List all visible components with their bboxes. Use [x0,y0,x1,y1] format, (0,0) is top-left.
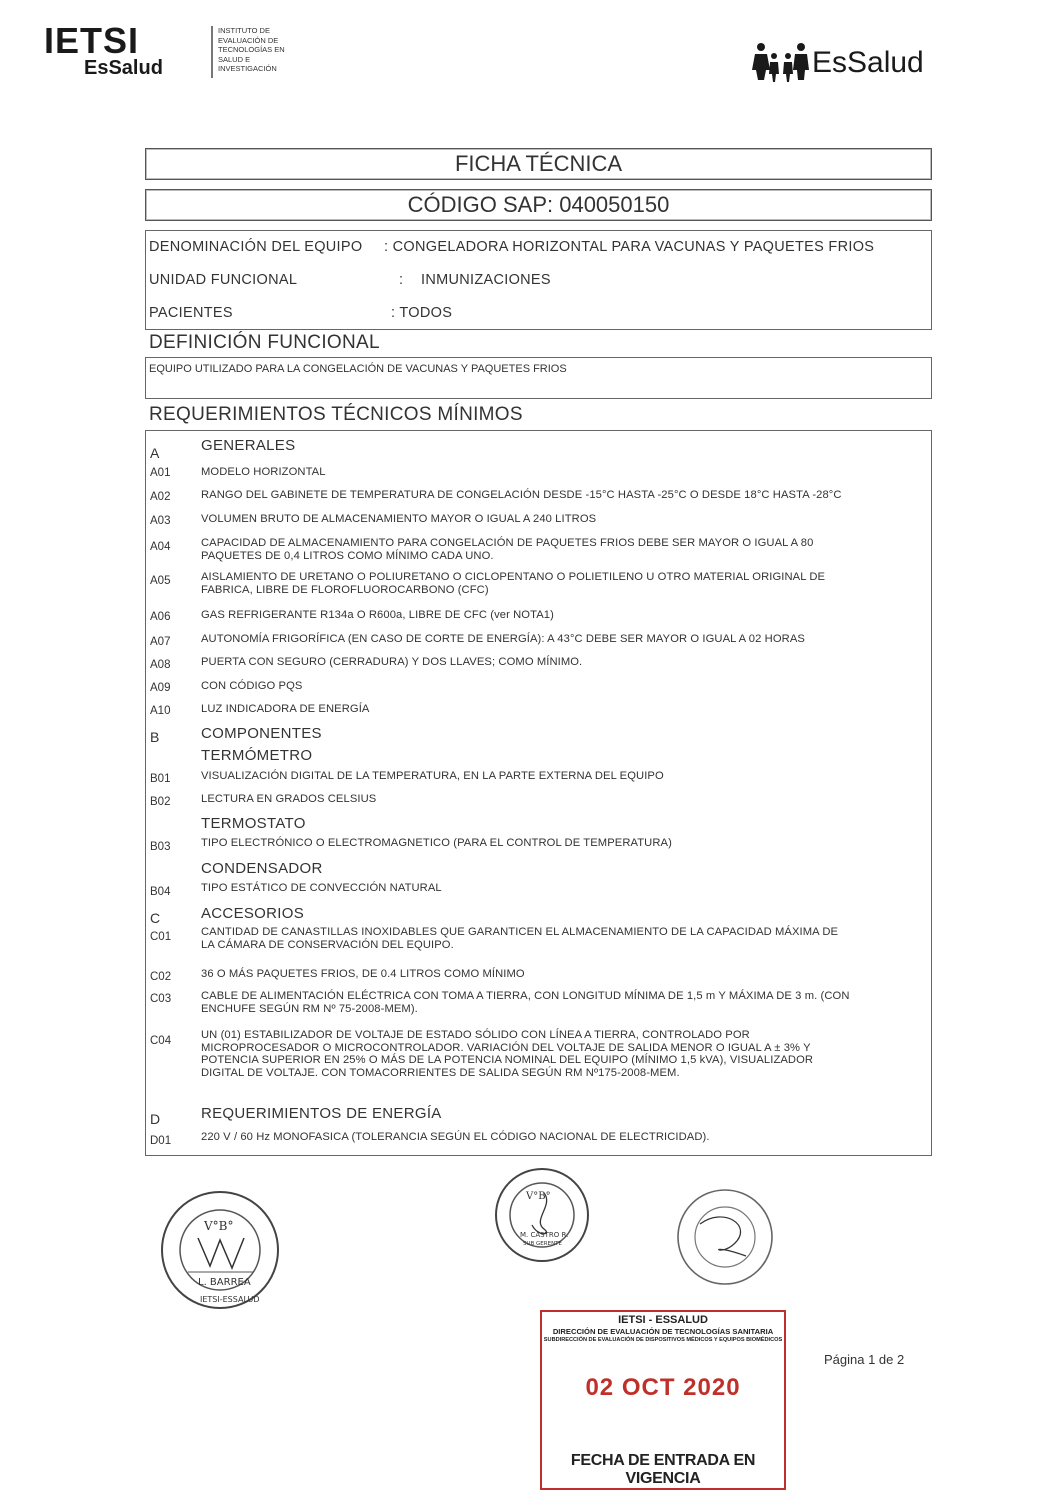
category-energia: REQUERIMIENTOS DE ENERGÍA [201,1105,442,1122]
item-code: A04 [150,541,171,553]
item-a05: AISLAMIENTO DE URETANO O POLIURETANO O CICLOPENTANO O POLIETILENO U OTRO MATERIAL ORIGINAL DE FABRICA, LIBRE DE FLOROFLUOROCARBONO (CFC) [201,571,826,596]
item-code: D01 [150,1135,172,1147]
seal2-name: M. CASTRO R. [520,1231,569,1239]
approval-seal-3 [674,1186,776,1288]
item-code: A01 [150,467,171,479]
definicion-box [145,357,932,399]
item-code: A09 [150,682,171,694]
approval-seal-2 [492,1165,592,1265]
institute-line: SALUD E [218,54,251,64]
ietsi-wordmark: IETSI [44,20,140,61]
subcategory-termostato: TERMOSTATO [201,815,306,832]
ietsi-logo [44,20,285,84]
item-a04: CAPACIDAD DE ALMACENAMIENTO PARA CONGELACIÓN DE PAQUETES FRIOS DEBE SER MAYOR O IGUAL A 80 PAQUETES DE 0,4 LITROS COMO MÍNIMO CADA UNO. [201,537,814,562]
item-code: A03 [150,515,171,527]
unidad-separator: : [399,272,404,288]
item-c01: CANTIDAD DE CANASTILLAS INOXIDABLES QUE GARANTICEN EL ALMACENAMIENTO DE LA CAPACIDAD MÁXIMA DE LA CÁMARA DE CONSERVACIÓN DEL EQUIPO. [201,926,839,951]
page-number: Página 1 de 2 [824,1352,905,1367]
essalud-wordmark: EsSalud [812,46,924,79]
vigencia-stamp [540,1310,786,1490]
item-code: B01 [150,773,171,785]
essalud-logo [752,40,942,86]
item-a01: MODELO HORIZONTAL [201,466,326,478]
item-code: C02 [150,971,172,983]
item-a06: GAS REFRIGERANTE R134a O R600a, LIBRE DE CFC (ver NOTA1) [201,609,554,621]
ietsi-essalud-wordmark: EsSalud [84,57,163,79]
category-code: D [150,1111,161,1127]
item-d01: 220 V / 60 Hz MONOFASICA (TOLERANCIA SEGÚN EL CÓDIGO NACIONAL DE ELECTRICIDAD). [201,1131,710,1143]
subcategory-condensador: CONDENSADOR [201,860,323,877]
item-a10: LUZ INDICADORA DE ENERGÍA [201,703,370,715]
item-code: B02 [150,796,171,808]
denominacion-label: DENOMINACIÓN DEL EQUIPO [149,239,363,255]
ietsi-institute-text [218,26,308,74]
item-code: A08 [150,659,171,671]
institute-line: EVALUACIÓN DE [218,35,279,45]
institute-line: INSTITUTO DE [218,26,270,35]
item-a03: VOLUMEN BRUTO DE ALMACENAMIENTO MAYOR O IGUAL A 240 LITROS [201,513,597,525]
unidad-value: INMUNIZACIONES [421,272,551,288]
category-code: B [150,729,160,745]
family-icon [752,40,810,84]
codigo-sap-title: CÓDIGO SAP: 040050150 [145,189,932,221]
equipment-info-box [145,230,932,330]
item-code: A06 [150,611,171,623]
seal1-name: L. BARREA [198,1277,251,1288]
category-accesorios: ACCESORIOS [201,905,305,922]
item-a02: RANGO DEL GABINETE DE TEMPERATURA DE CONGELACIÓN DESDE -15°C HASTA -25°C O DESDE 18°C HASTA -28°C [201,489,842,501]
item-b03: TIPO ELECTRÓNICO O ELECTROMAGNETICO (PARA EL CONTROL DE TEMPERATURA) [201,837,672,849]
vigencia-date: 02 OCT 2020 [585,1374,741,1401]
approval-seal-1 [158,1188,282,1312]
item-code: A05 [150,575,171,587]
seal1-vb: V°B° [204,1219,234,1233]
item-a07: AUTONOMÍA FRIGORÍFICA (EN CASO DE CORTE DE ENERGÍA): A 43°C DEBE SER MAYOR O IGUAL A 02 HORAS [201,633,805,645]
seal1-ring: IETSI-ESSALUD [200,1295,260,1304]
item-c04: UN (01) ESTABILIZADOR DE VOLTAJE DE ESTADO SÓLIDO CON LÍNEA A TIERRA, CONTROLADO POR MICROPROCESADOR O MICROCONTROLADOR. VARIACIÓN DEL VOLTAJE DE SALIDA MENOR O IGUAL A ± 3% Y POTENCIA SUPERIOR EN 25% O MÁS DE LA POTENCIA NOMINAL DEL EQUIPO (MÍNIMO 1,5 kVA), VISUALIZADOR DIGITAL DE VOLTAJE. CON TOMACORRIENTES DE SALIDA SEGÚN RM Nº175-2008-MEM. [201,1029,814,1079]
category-generales: GENERALES [201,437,296,454]
seal2-vb: V°B° [526,1191,551,1202]
definicion-heading: DEFINICIÓN FUNCIONAL [149,332,380,353]
logo-divider [211,26,213,78]
item-a08: PUERTA CON SEGURO (CERRADURA) Y DOS LLAVES; COMO MÍNIMO. [201,656,583,668]
item-b02: LECTURA EN GRADOS CELSIUS [201,793,377,805]
item-code: A10 [150,705,171,717]
vigencia-subdireccion: SUBDIRECCIÓN DE EVALUACIÓN DE DISPOSITIVOS MÉDICOS Y EQUIPOS BIOMÉDICOS [543,1337,783,1343]
ficha-tecnica-title: FICHA TÉCNICA [145,148,932,180]
category-componentes: COMPONENTES [201,725,322,742]
item-code: C04 [150,1035,172,1047]
definicion-text: EQUIPO UTILIZADO PARA LA CONGELACIÓN DE VACUNAS Y PAQUETES FRIOS [149,363,567,375]
unidad-label: UNIDAD FUNCIONAL [149,272,298,288]
category-code: A [150,445,160,461]
vigencia-title: IETSI - ESSALUD [618,1314,708,1326]
subcategory-termometro: TERMÓMETRO [201,747,313,764]
item-c02: 36 O MÁS PAQUETES FRIOS, DE 0.4 LITROS COMO MÍNIMO [201,968,525,980]
institute-line: INVESTIGACIÓN [218,64,277,74]
item-c03: CABLE DE ALIMENTACIÓN ELÉCTRICA CON TOMA A TIERRA, CON LONGITUD MÍNIMA DE 1,5 m Y MÁXIMA DE 3 m. (CON ENCHUFE SEGÚN RM Nº 75-2008-MEM). [201,990,850,1015]
item-a09: CON CÓDIGO PQS [201,680,303,692]
pacientes-label: PACIENTES [149,305,233,321]
vigencia-footer: FECHA DE ENTRADA EN VIGENCIA [570,1452,756,1487]
requerimientos-box [145,430,932,1156]
item-b01: VISUALIZACIÓN DIGITAL DE LA TEMPERATURA, EN LA PARTE EXTERNA DEL EQUIPO [201,770,664,782]
seal2-sub: SUB GERENTE [523,1241,563,1247]
item-code: B03 [150,841,171,853]
denominacion-value: : CONGELADORA HORIZONTAL PARA VACUNAS Y PAQUETES FRIOS [384,239,875,255]
item-code: B04 [150,886,171,898]
item-code: A07 [150,636,171,648]
item-code: C01 [150,931,172,943]
pacientes-value: : TODOS [391,305,453,321]
category-code: C [150,910,161,926]
institute-line: TECNOLOGÍAS EN [218,45,285,55]
item-b04: TIPO ESTÁTICO DE CONVECCIÓN NATURAL [201,882,442,894]
item-code: A02 [150,491,171,503]
requerimientos-heading: REQUERIMIENTOS TÉCNICOS MÍNIMOS [149,404,523,425]
vigencia-direccion: DIRECCIÓN DE EVALUACIÓN DE TECNOLOGÍAS SANITARIA [552,1327,774,1336]
item-code: C03 [150,993,172,1005]
